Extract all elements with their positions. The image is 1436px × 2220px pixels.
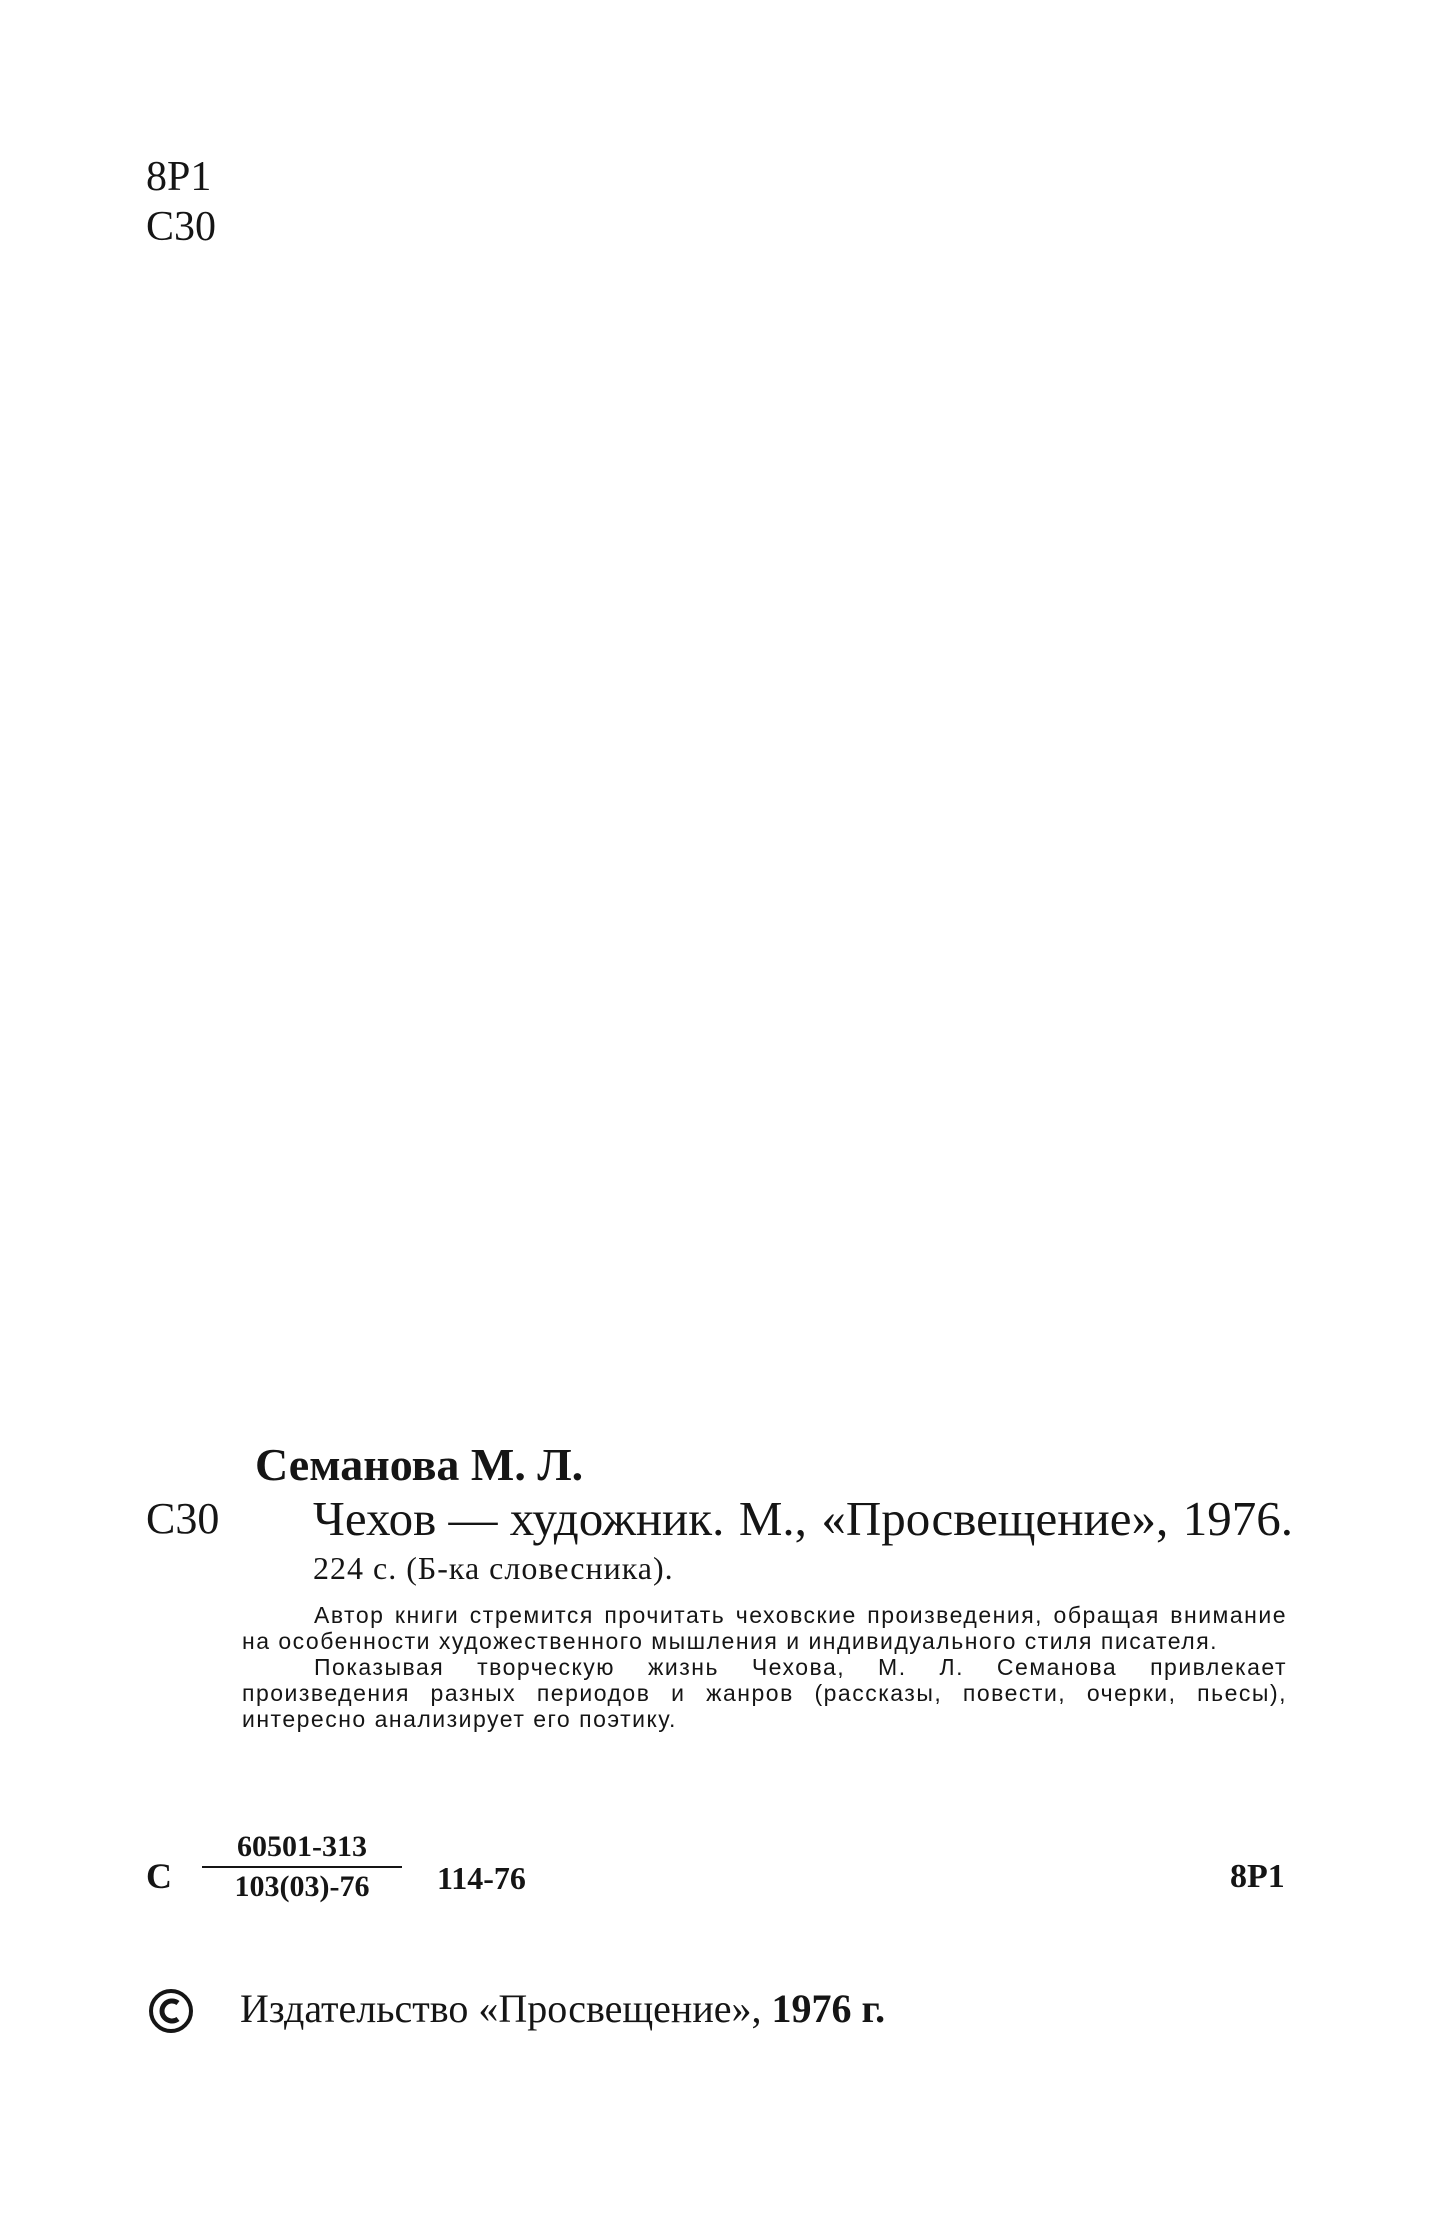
- title-line: [313, 1490, 1293, 1547]
- index-numerator: 60501-313: [202, 1830, 402, 1868]
- copyright-year: 1976 г.: [771, 1986, 886, 2031]
- index-bbk: 8Р1: [1230, 1858, 1285, 1895]
- copyright-publisher: Издательство «Просвещение»,: [240, 1986, 762, 2031]
- author-mark: С30: [146, 204, 217, 250]
- index-letter: С: [146, 1856, 172, 1896]
- publication-year: 1976.: [1182, 1491, 1293, 1546]
- annotation-paragraph-2: Показывая творческую жизнь Чехова, М. Л. Семанова привлекает произведения разных периодов и жанров (рассказы, повести, очерки, пьесы), интересно анализирует его поэтику.: [242, 1654, 1287, 1732]
- copyright-line: [240, 1985, 885, 2032]
- index-fraction: [202, 1830, 402, 1904]
- annotation: [242, 1602, 1287, 1732]
- top-classmark: [146, 152, 216, 252]
- author-name: Семанова М. Л.: [255, 1439, 584, 1490]
- index-code: 114-76: [437, 1860, 526, 1896]
- book-title: Чехов — художник.: [313, 1491, 725, 1546]
- annotation-paragraph-1: Автор книги стремится прочитать чеховские произведения, обращая внимание на особенности художественного мышления и индивидуального стиля писателя.: [242, 1602, 1287, 1654]
- publisher-name: «Просвещение»,: [821, 1491, 1169, 1546]
- entry-author-mark: С30: [146, 1494, 220, 1543]
- bbk-index: 8Р1: [146, 154, 212, 200]
- publication-place: М.,: [738, 1491, 807, 1546]
- pages-series: 224 с. (Б-ка словесника).: [313, 1550, 674, 1586]
- index-denominator: 103(03)-76: [234, 1870, 370, 1903]
- copyright-icon: [148, 1988, 194, 2034]
